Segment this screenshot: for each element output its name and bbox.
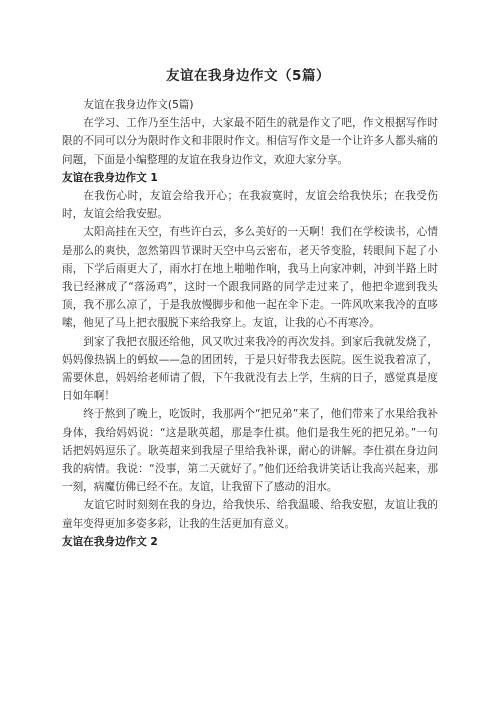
document-title: 友谊在我身边作文（5篇）: [166, 68, 330, 84]
essay-1-paragraph: 友谊它时时刻刻在我的身边，给我快乐、给我温暖、给我安慰，友谊让我的童年变得更加多姿多彩，让我的生活更加有意义。: [62, 499, 438, 530]
essay-1-paragraph: 终于熬到了晚上，吃饭时，我那两个“把兄弟”来了，他们带来了水果给我补身体，我给妈妈说：“这是耿英超，那是李仕祺。他们是我生死的把兄弟。”一句话把妈妈逗乐了。耿英超来到我屋子里给我补课，耐心的讲解。李仕祺在身边问我的病情。我说：“没事，第二天就好了。”他们还给我讲笑话让我高兴起来，那一刻，病魔仿佛已经不在。友谊，让我留下了感动的泪水。: [62, 408, 438, 494]
essay-1-paragraph: 到家了我把衣服还给他，风又吹过来我冷的再次发抖。到家后我就发烧了，妈妈像热锅上的蚂蚁——急的团团转，于是只好带我去医院。医生说我着凉了，需要休息，妈妈给老师请了假，下午我就没有去上学，生病的日子，感觉真是度日如年啊！: [62, 335, 438, 403]
essay-2-heading: 友谊在我身边作文 2: [62, 535, 158, 548]
document-body: [62, 96, 438, 551]
intro-paragraph: 在学习、工作乃至生活中，大家最不陌生的就是作文了吧，作文根据写作时限的不同可以分为限时作文和非限时作文。相信写作文是一个让许多人都头痛的问题，下面是小编整理的友谊在我身边作文，欢迎大家分享。: [62, 117, 438, 166]
subtitle-paragraph: 友谊在我身边作文(5篇): [83, 99, 194, 111]
essay-1-paragraph: 在我伤心时，友谊会给我开心；在我寂寞时，友谊会给我快乐；在我受伤时，友谊会给我安慰。: [62, 190, 438, 221]
essay-1-paragraph: 太阳高挂在天空，有些许白云，多么美好的一天啊！我们在学校读书，心情是那么的爽快，忽然第四节课时天空中乌云密布，老天爷变脸，转眼间下起了小雨，下学后雨更大了，雨水打在地上啪啪作响，我马上向家冲刺，冲到半路上时我已经淋成了“落汤鸡”，这时一个跟我同路的同学走过来了，他把伞遮到我头顶，我不那么凉了，于是我放慢脚步和他一起在伞下走。一阵风吹来我冷的直哆嗦，他见了马上把衣服脱下来给我穿上。友谊，让我的心不再寒冷。: [62, 226, 438, 330]
essay-1-heading: 友谊在我身边作文 1: [62, 171, 158, 184]
